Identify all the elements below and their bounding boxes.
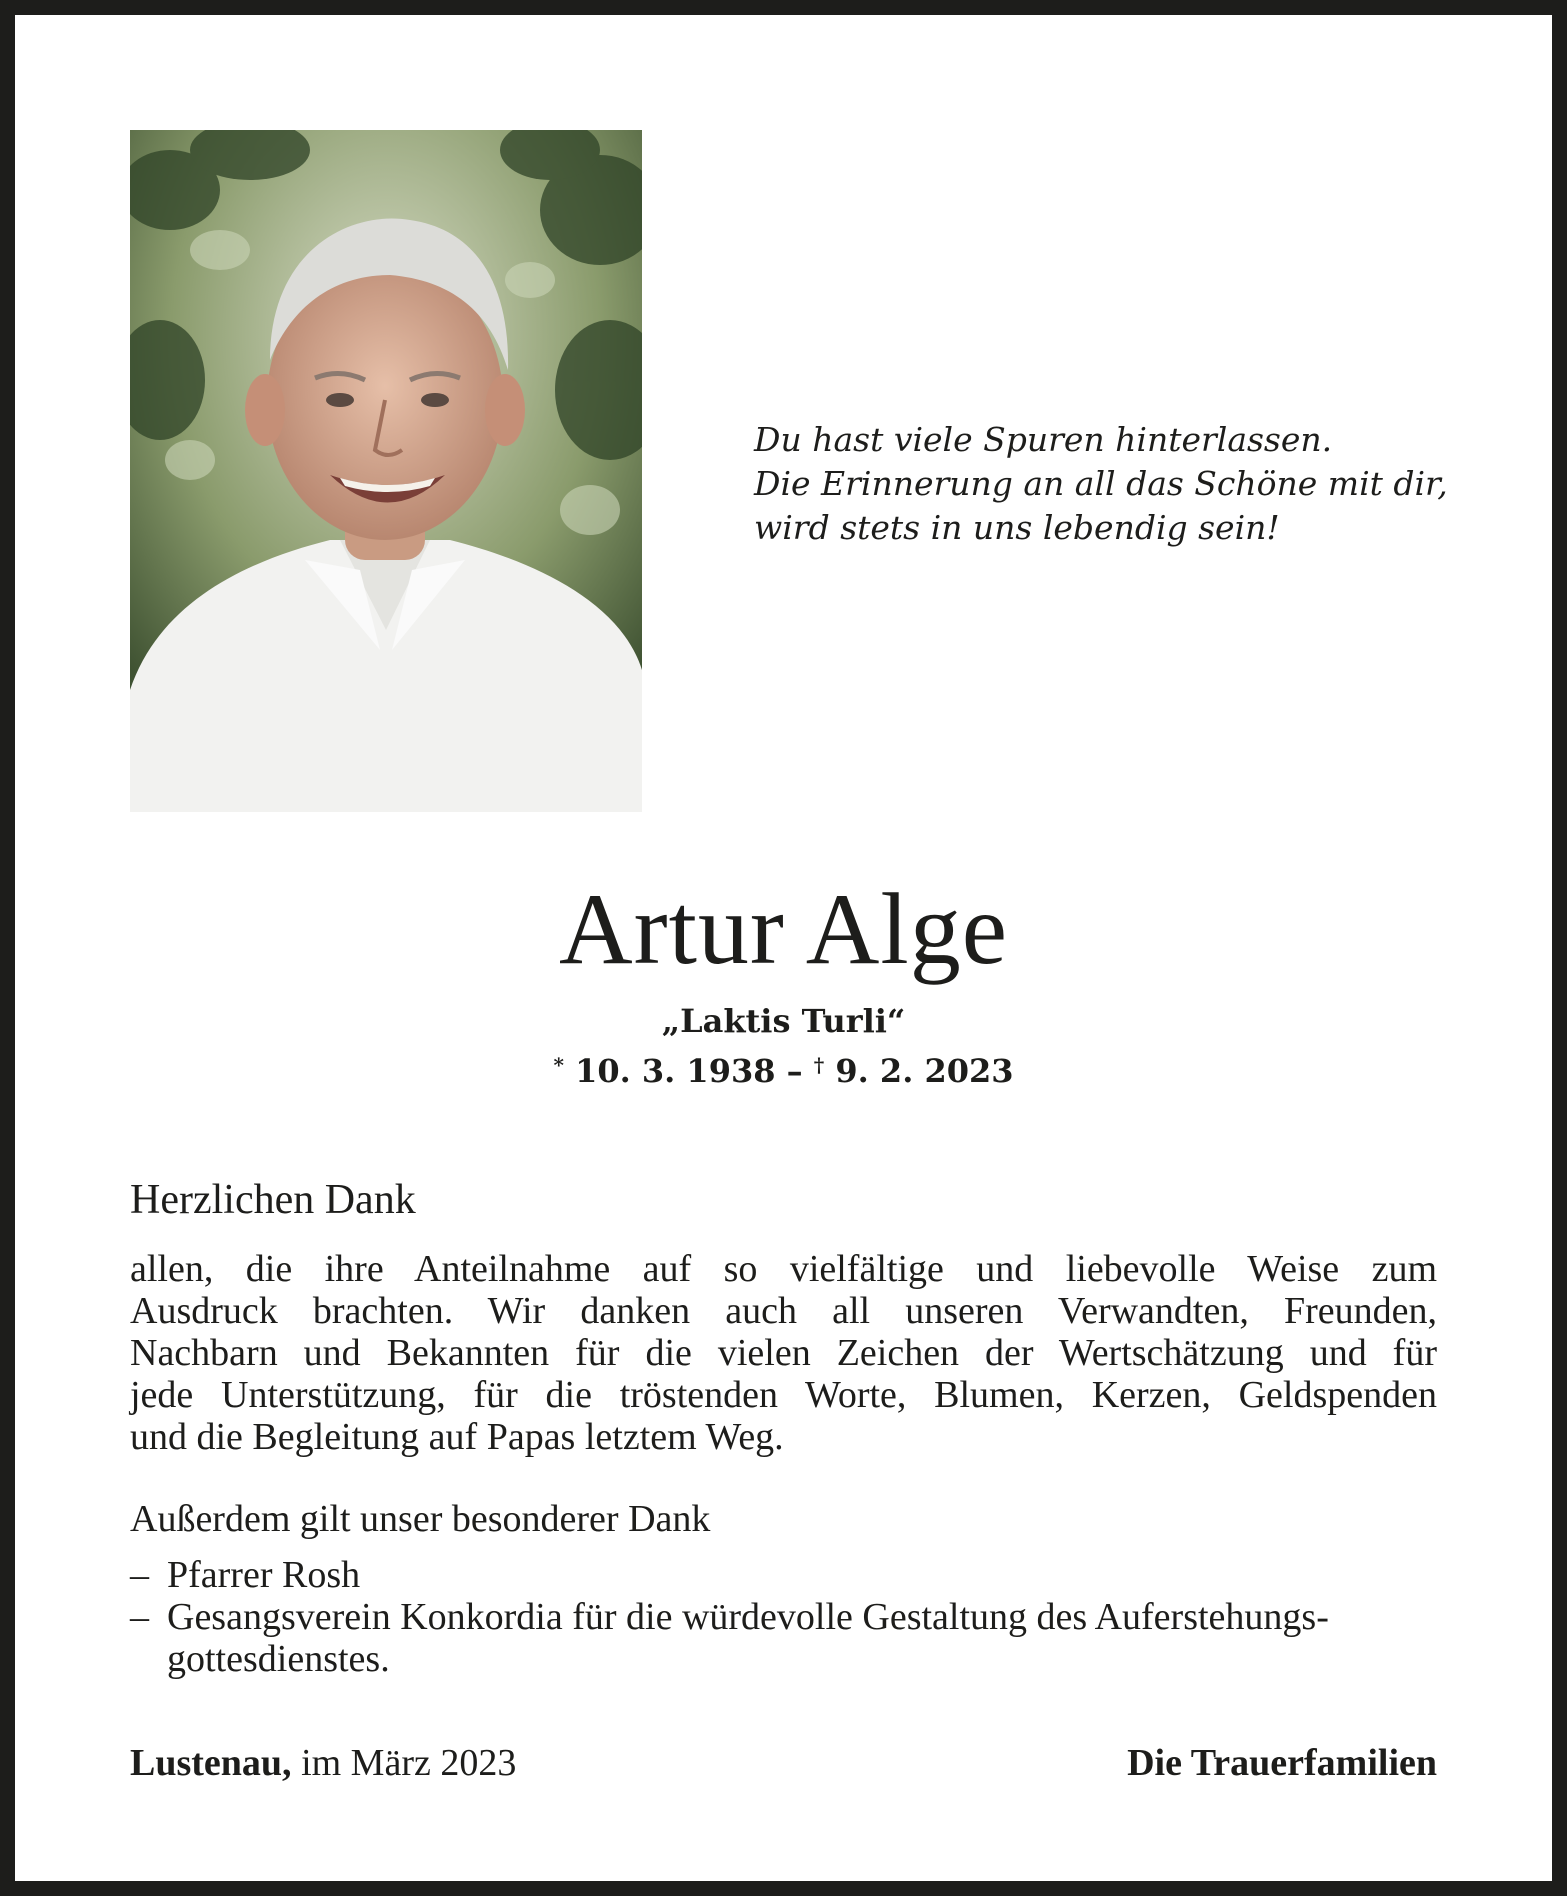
paragraph-line: Nachbarn und Bekannten für die vielen Zeichen der Wertschätzung und für [130, 1332, 1437, 1374]
deceased-name: Artur Alge [558, 873, 1009, 986]
life-dates [0, 1043, 1567, 1093]
birth-date: 10. 3. 1938 [575, 1052, 776, 1090]
paragraph-line: und die Begleitung auf Papas letztem Weg. [130, 1416, 784, 1458]
paragraph-line: jede Unterstützung, für die tröstenden Worte, Blumen, Kerzen, Geldspenden [130, 1374, 1437, 1416]
list-item [130, 1554, 1437, 1596]
quote-line: Du hast viele Spuren hinterlassen. [754, 420, 1333, 459]
paragraph-line: allen, die ihre Anteilnahme auf so vielfältige und liebevolle Weise zum [130, 1248, 1437, 1290]
portrait-photo [130, 130, 642, 812]
portrait-illustration [130, 130, 642, 812]
birth-symbol: * [553, 1053, 564, 1077]
list-item-text-continued: gottesdienstes. [167, 1638, 390, 1680]
list-dash: – [130, 1554, 149, 1596]
quote-line: wird stets in uns lebendig sein! [754, 508, 1280, 547]
quote-line: Die Erinnerung an all das Schöne mit dir, [754, 464, 1448, 503]
list-item-text: Pfarrer Rosh [167, 1554, 361, 1596]
date-separator: – [775, 1052, 814, 1090]
thanks-heading: Herzlichen Dank [130, 1177, 416, 1223]
footer-place: Lustenau, [130, 1742, 292, 1784]
special-thanks-list [130, 1554, 1437, 1680]
deceased-nickname: „Laktis Turli“ [661, 1002, 906, 1040]
paragraph-line: Ausdruck brachten. Wir danken auch all unseren Verwandten, Freunden, [130, 1290, 1437, 1332]
list-item-text: Gesangsverein Konkordia für die würdevolle Gestaltung des Auferstehungs- [167, 1596, 1329, 1638]
memorial-quote [754, 418, 1474, 550]
footer-signature: Die Trauerfamilien [1127, 1742, 1437, 1784]
list-dash: – [130, 1596, 149, 1638]
list-item [130, 1596, 1437, 1680]
special-thanks-intro: Außerdem gilt unser besonderer Dank [130, 1498, 711, 1540]
death-symbol: † [813, 1053, 825, 1077]
footer-date: im März 2023 [291, 1742, 517, 1784]
death-date: 9. 2. 2023 [835, 1052, 1014, 1090]
thanks-paragraph [130, 1248, 1437, 1458]
